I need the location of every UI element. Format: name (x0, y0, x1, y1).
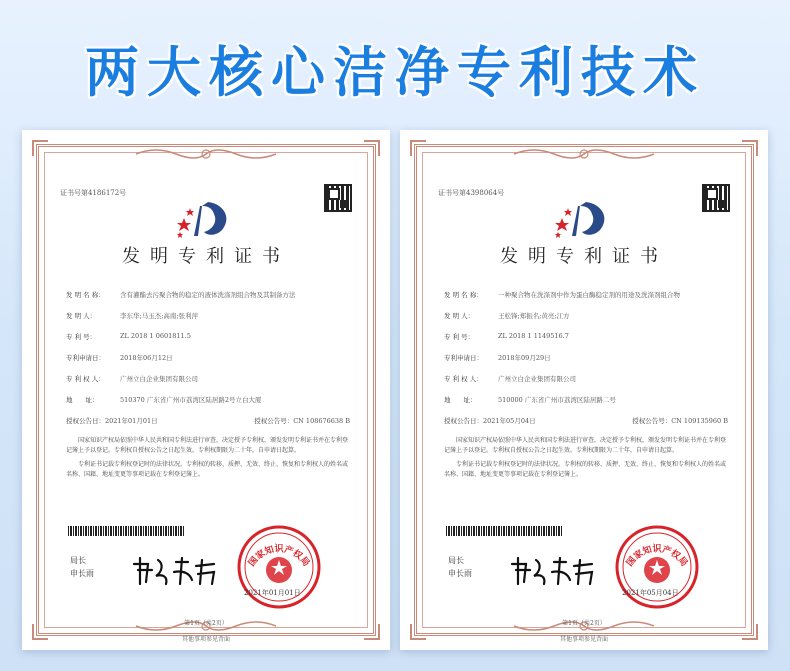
certificate-body (66, 436, 350, 484)
signature-icon (506, 550, 596, 590)
back-notice: 其他事项参见背面 (559, 636, 608, 643)
grant-date: 2021年01月01日 (105, 417, 158, 425)
patent-certificate-1 (22, 130, 390, 650)
top-ornament (509, 146, 659, 162)
field-label: 地 址： (444, 396, 477, 404)
body-paragraph: 专利证书记载专利权登记时的法律状况。专利权的转移、质押、无效、终止、恢复和专利权人的姓名或名称、国籍、地址变更等事项记载在专利登记簿上。 (66, 461, 349, 478)
grant-number: CN 108676638 B (293, 417, 350, 425)
patent-fields (66, 290, 350, 437)
director-name: 申长雨 (70, 569, 94, 578)
cnipa-logo-icon (172, 196, 240, 244)
certificate-number: 证书号第4398064号 (438, 189, 505, 197)
page-number: 第1页（共2页） (184, 620, 228, 627)
inventors: 王松锋;郑振名;黄亮;江方 (498, 312, 570, 320)
patent-certificate-2 (400, 130, 768, 650)
field-label: 专 利 权 人： (444, 375, 483, 383)
field-label: 发 明 人： (66, 312, 97, 320)
filing-date: 2018年09月29日 (498, 354, 551, 362)
corner-ornament (410, 140, 426, 156)
corner-ornament (742, 140, 758, 156)
patent-number: ZL 2018 1 0601811.5 (120, 332, 191, 340)
barcode-icon (446, 526, 562, 536)
back-notice: 其他事项参见背面 (181, 636, 230, 643)
field-label: 授权公告号： (254, 417, 294, 425)
body-paragraph: 国家知识产权局依照中华人民共和国专利法进行审查，决定授予专利权，颁发发明专利证书并在专利登记簿上予以登记。专利权自授权公告之日起生效。专利权期限为二十年，自申请日起算。 (66, 437, 349, 454)
invention-name: 含有灌酯去污聚合物的稳定的液体洗涤剂组合物及其制备方法 (120, 291, 296, 299)
patent-number: ZL 2018 1 1149516.7 (498, 332, 569, 340)
qr-code-icon (324, 184, 352, 212)
field-label: 授权公告日： (444, 417, 483, 425)
signature-icon (128, 550, 218, 590)
certificate-body (444, 436, 728, 484)
cnipa-logo-icon (550, 196, 618, 244)
patent-holder: 广州立白企业集团有限公司 (498, 375, 576, 383)
field-label: 地 址： (66, 396, 99, 404)
director-title: 局长 (448, 556, 464, 565)
top-ornament (131, 146, 281, 162)
filing-date: 2018年06月12日 (120, 354, 173, 362)
body-paragraph: 专利证书记载专利权登记时的法律状况。专利权的转移、质押、无效、终止、恢复和专利权人的姓名或名称、国籍、地址变更等事项记载在专利登记簿上。 (444, 461, 727, 478)
patent-holder: 广州立白企业集团有限公司 (120, 375, 198, 383)
address: 510000 广东省广州市荔湾区陆居路二号 (498, 396, 616, 404)
grant-date: 2021年05月04日 (483, 417, 536, 425)
director-block (70, 554, 94, 580)
director-title: 局长 (70, 556, 86, 565)
director-name: 申长雨 (448, 569, 472, 578)
seal-date: 2021年01月01日 (244, 589, 301, 597)
invention-name: 一种聚合物在洗涤剂中作为蛋白酶稳定剂的用途及洗涤剂组合物 (498, 291, 680, 299)
body-paragraph: 国家知识产权局依照中华人民共和国专利法进行审查，决定授予专利权，颁发发明专利证书并在专利登记簿上予以登记。专利权自授权公告之日起生效。专利权期限为二十年，自申请日起算。 (444, 437, 727, 454)
field-label: 专利申请日： (444, 354, 483, 362)
page-headline: 两大核心洁净专利技术 (85, 41, 705, 104)
certificate-number: 证书号第4186172号 (60, 189, 127, 197)
seal-text: 国家知识产权局 (247, 544, 311, 569)
patent-fields (444, 290, 728, 437)
corner-ornament (364, 140, 380, 156)
grant-number: CN 109135960 B (671, 417, 728, 425)
address: 510370 广东省广州市荔湾区陆居路2号立白大厦 (120, 396, 262, 404)
seal-date: 2021年05月04日 (622, 589, 679, 597)
barcode-icon (68, 526, 184, 536)
seal-text: 国家知识产权局 (625, 544, 689, 569)
qr-code-icon (702, 184, 730, 212)
certificate-title: 发明专利证书 (122, 246, 290, 267)
certificate-title: 发明专利证书 (500, 246, 668, 267)
field-label: 专 利 号： (444, 333, 475, 341)
field-label: 授权公告号： (632, 417, 672, 425)
field-label: 发 明 名 称： (444, 291, 483, 299)
field-label: 授权公告日： (66, 417, 105, 425)
field-label: 发 明 名 称： (66, 291, 105, 299)
page-number: 第1页（共2页） (562, 620, 606, 627)
field-label: 发 明 人： (444, 312, 475, 320)
director-block (448, 554, 472, 580)
inventors: 李东华;马玉杰;高南;张利萍 (120, 312, 199, 320)
corner-ornament (32, 140, 48, 156)
field-label: 专利申请日： (66, 354, 105, 362)
field-label: 专 利 权 人： (66, 375, 105, 383)
field-label: 专 利 号： (66, 333, 97, 341)
